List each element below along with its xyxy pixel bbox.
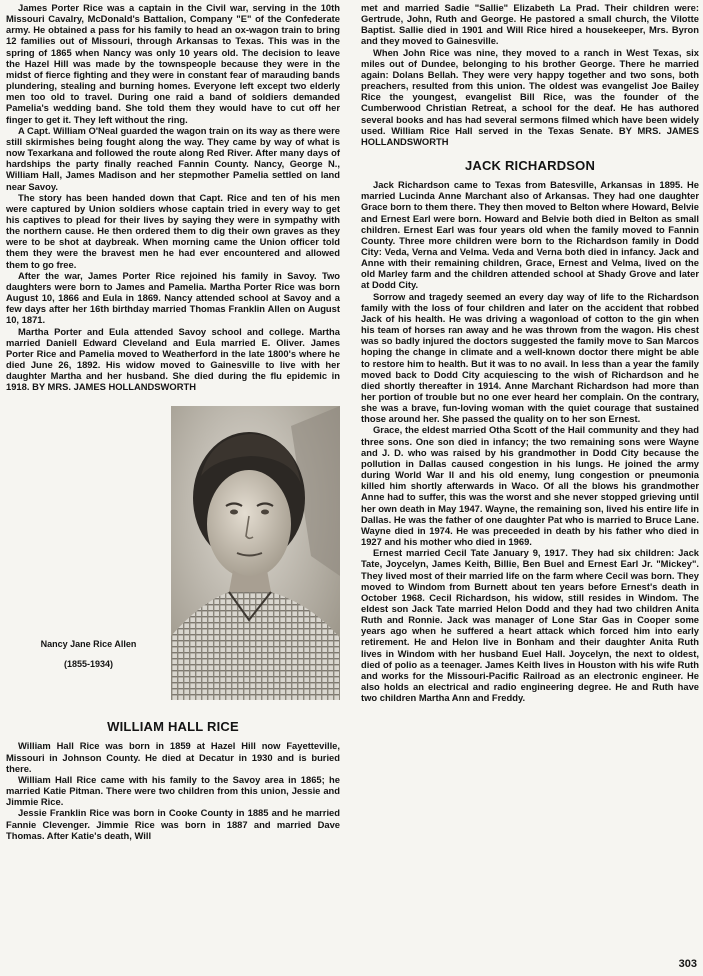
william-paragraph-2: William Hall Rice came with his family to the Savoy area in 1865; he married Katie Pitman. There were two children from this union, Jessie and Jimmie Rice. [6, 773, 340, 808]
page-number: 303 [678, 958, 697, 970]
section-heading-jack-richardson: JACK RICHARDSON [464, 158, 596, 174]
jack-paragraph-3: Grace, the eldest married Otha Scott of the Hail community and they had three sons. One son died in infancy; the two remaining sons were Wayne and J. D. who was raised by his grandmother in Dodd City because the pollution in Dallas caused congestion in his lungs. He joined the army during World War II and his old enemy, lung congestion or pneumonia killed him shortly afterwards in Waco. Of all the blows his grandmother Anne had to suffer, this was the worst and she never stopped grieving until her own death in May 1947. Wayne, the remaining son, lived his entire life in Dallas. He was the father of one daughter Pat who is married to Bruce Lane. Wayne died in 1974. He was preceeded in death by his father who died in 1927 and his mother who died in 1969. [361, 424, 699, 548]
william-paragraph-1: William Hall Rice was born in 1859 at Hazel Hill now Fayetteville, Missouri in Johnson County. He died at Decatur in 1930 and is buried there. [6, 740, 340, 774]
portrait-photo [171, 406, 340, 700]
william-continued-paragraph-2: When John Rice was nine, they moved to a ranch in West Texas, six miles out of Dundee, belonging to his brother George. There he married again: Dolans Bellah. They were very happy together and two sons, both preachers, resulted from this union. The oldest was evangelist Joe Bailey Rice the youngest, evangelist Bill Rice, was the founder of the Cumberwood Christian Retreat, a school for the deaf. He has authored several books and has had several sermons filmed which have been widely used. William Rice Hall served in the Texas Senate. BY MRS. JAMES HOLLANDSWORTH [361, 46, 699, 147]
rice-paragraph-2: A Capt. William O'Neal guarded the wagon train on its way as there were still skirmishes being fought along the way. They came by way of what is now Texarkana and followed the route along Red River. After many days of hardships the party finally reached Fannin County. Nancy, George N., William Hall, James Madison and her stepmother Pamelia settled on land near Savoy. [6, 124, 340, 192]
photo-caption-name: Nancy Jane Rice Allen [40, 639, 137, 650]
rice-paragraph-4: After the war, James Porter Rice rejoined his family in Savoy. Two daughters were born to James and Pamelia. Martha Porter Rice was born August 10, 1866 and Eula in 1869. Nancy attended school at Savoy and a few days after her 16th birthday married Thomas Franklin Allen on August 10, 1871. [6, 269, 340, 326]
rice-paragraph-3: The story has been handed down that Capt. Rice and ten of his men were captured by Union soldiers whose captain tried in every way to get his captives to plead for their lives by saying they were in sympathy with the northern cause. He then ordered them to dig their own graves as they were to be shot at daybreak. When morning came the Union officer told them they were the bravest men he had ever encountered and allowed them to go free. [6, 191, 340, 270]
left-column [6, 2, 340, 841]
rice-paragraph-1: James Porter Rice was a captain in the Civil war, serving in the 10th Missouri Cavalry, McDonald's Battalion, Company "E" of the Confederate army. He obtained a pass for his family to head an ox-wagon train to bring 12 families out of Missouri, through Arkansas to Texas. This was in the spring of 1865 when Nancy was only 10 years old. The decision to leave the Hazel Hill was made by the townspeople because they were in the midst of fierce fighting and they were in constant fear of marauding bands plundering, stealing and burning homes. Everyone left except two elderly men too old to travel. During one raid a band of soldiers demanded Pamelia's wedding band. She told them they would have to cut off her finger to get it. They left without the ring. [6, 2, 340, 125]
right-column [361, 2, 699, 703]
portrait-figure [6, 406, 340, 708]
jack-paragraph-1: Jack Richardson came to Texas from Batesville, Arkansas in 1895. He married Lucinda Anne Marchant also of Arkansas. They had one daughter Grace born to them there. They then moved to Belton where Howard, Belvie and Ernest Earl were born. Howard and Belvie both died in Belton as small children. Ernest Earl was four years old when the family moved to Fannin County. Three more children were born to the Richardson family in Dodd City: Veda, Verna and Velma. Veda and Verna both died in infancy. Jack and Anne with their remaining children, Grace, Ernest and Velma, lived on the old Marley farm and the children attended school at Shady Grove and later at Dodd City. [361, 179, 699, 291]
jack-paragraph-4: Ernest married Cecil Tate January 9, 1917. They had six children: Jack Tate, Joycelyn, James Keith, Billie, Ben Buel and Ernest Earl Jr. "Mickey". They lived most of their married life on the farm where Cecil was born. They moved to Windom from Burnett about ten years before Ernest's death in October 1968. Cecil Richardson, his widow, still resides in Windom. The eldest son Jack Tate married Helon Dodd and they had two children Anita Ruth and Ronnie. Jack was manager of Lone Star Gas in Cooper some years ago when he suffered a heart attack which forced him into early retirement. He and Helon live in Bonham and their daughter Anita Ruth lives in Windom with her husband Euel Hall. Joycelyn, the next to oldest, died of polio as a teenager. James Keith lives in Houston with his wife Ruth and works for the Missouri-Pacific Railroad as an electronic engineer. He also holds an electrical and radio engineering degree. He and Ruth have two children Martha Ann and Freddy. [361, 547, 699, 704]
william-paragraph-3: Jessie Franklin Rice was born in Cooke County in 1885 and he married Fannie Clevenger. Jimmie Rice was born in 1887 and married Dave Thomas. After Katie's death, Will [6, 807, 340, 841]
photo-caption-dates: (1855-1934) [63, 659, 114, 670]
section-heading-william-hall-rice: WILLIAM HALL RICE [107, 719, 239, 735]
william-continued-paragraph-1: met and married Sadie "Sallie" Elizabeth La Prad. Their children were: Gertrude, John, Ruth and George. He pastored a small church, the Vilotte Baptist. Sallie died in 1901 and Will Rice hired a housekeeper, Mrs. Byron and they moved to Gainesville. [361, 2, 699, 47]
jack-paragraph-2: Sorrow and tragedy seemed an every day way of life to the Richardson family with the loss of four children and later on the accident that robbed Jack of his health. He was driving a wagonload of cotton to the gin when his team of horses ran away and he was thrown from the wagon. His chest was so badly injured the doctors suggested the family move to San Marcos hoping the change in climate and a well-known doctor there might be able to restore him to health. But it was to no avail. In less than a year the family moved back to Dodd City acquiescing to the wish of Richardson and he died shortly thereafter in 1914. Anne Marchant Richardson had more than her portion of trouble but no one ever heard her complain. On the contrary, she was a brave, fun-loving woman with the quiet courage that sustained those around her. She passed the quality on to her son Ernest. [361, 290, 699, 425]
rice-paragraph-5: Martha Porter and Eula attended Savoy school and college. Martha married Daniell Edward Cleveland and Eula married E. Oliver. James Porter Rice and Pamelia moved to Weatherford in the late 1800's where he died June 26, 1892. His widow moved to Gainesville to live with her daughter Martha and her husband. She died during the flu epidemic in 1918. BY MRS. JAMES HOLLANDSWORTH [6, 325, 340, 393]
